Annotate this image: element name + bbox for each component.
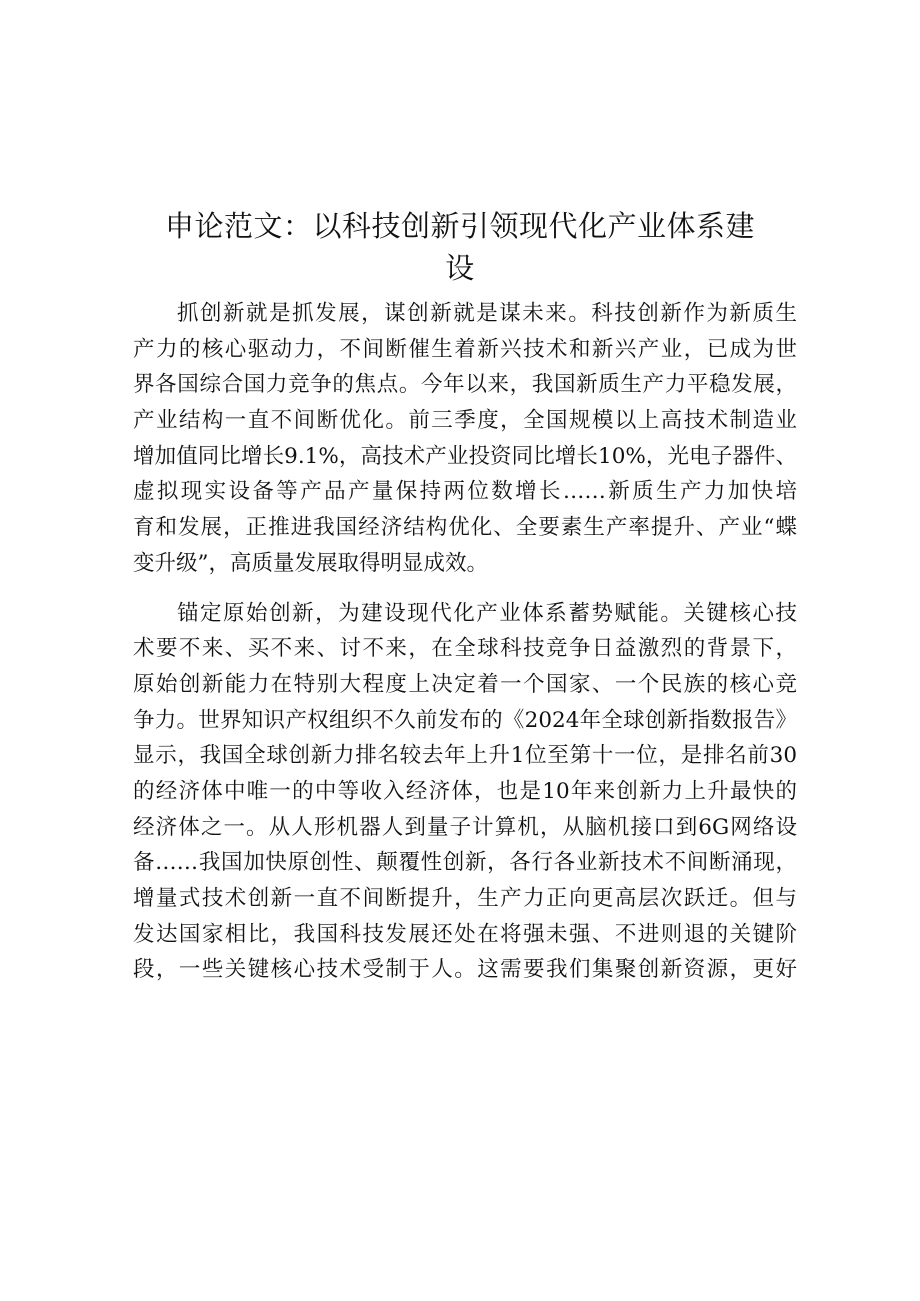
document-body xyxy=(133,296,797,988)
paragraph-line: 抓创新就是抓发展，谋创新就是谋未来。科技创新作为新质生 xyxy=(177,301,797,326)
paragraph-line: 发达国家相比，我国科技发展还处在将强未强、不进则退的关键阶 xyxy=(133,921,797,947)
paragraph-line: 原始创新能力在特别大程度上决定着一个国家、一个民族的核心竞 xyxy=(133,671,797,697)
paragraph-line: 经济体之一。从人形机器人到量子计算机，从脑机接口到6G网络设 xyxy=(133,814,797,840)
paragraph-line: 界各国综合国力竞争的焦点。今年以来，我国新质生产力平稳发展， xyxy=(133,372,797,398)
paragraph-line: 产业结构一直不间断优化。前三季度，全国规模以上高技术制造业 xyxy=(133,408,797,434)
paragraph-line: 变升级”，高质量发展取得明显成效。 xyxy=(133,550,488,576)
paragraph xyxy=(133,296,797,582)
paragraph-line: 锚定原始创新，为建设现代化产业体系蓄势赋能。关键核心技 xyxy=(177,600,797,626)
paragraph-line: 显示，我国全球创新力排名较去年上升1位至第十一位，是排名前30 xyxy=(133,743,797,769)
paragraph-line: 育和发展，正推进我国经济结构优化、全要素生产率提升、产业“蝶 xyxy=(133,515,797,541)
paragraph-line: 段，一些关键核心技术受制于人。这需要我们集聚创新资源，更好 xyxy=(133,957,797,983)
paragraph-line: 的经济体中唯一的中等收入经济体，也是10年来创新力上升最快的 xyxy=(133,778,797,804)
paragraph-line: 备……我国加快原创性、颠覆性创新，各行各业新技术不间断涌现， xyxy=(133,850,797,876)
paragraph-line: 产力的核心驱动力，不间断催生着新兴技术和新兴产业，已成为世 xyxy=(133,336,797,362)
paragraph-line: 增量式技术创新一直不间断提升，生产力正向更高层次跃迁。但与 xyxy=(133,886,797,911)
paragraph-line: 增加值同比增长9.1%，高技术产业投资同比增长10%，光电子器件、 xyxy=(133,443,797,469)
paragraph-line: 争力。世界知识产权组织不久前发布的《2024年全球创新指数报告》 xyxy=(133,707,797,733)
page-title: 申论范文：以科技创新引领现代化产业体系建设 xyxy=(164,209,755,285)
paragraph xyxy=(133,596,797,989)
paragraph-gap xyxy=(133,582,797,596)
paragraph-line: 虚拟现实设备等产品产量保持两位数增长……新质生产力加快培 xyxy=(133,479,797,505)
paragraph-line: 术要不来、买不来、讨不来，在全球科技竞争日益激烈的背景下， xyxy=(133,636,797,662)
